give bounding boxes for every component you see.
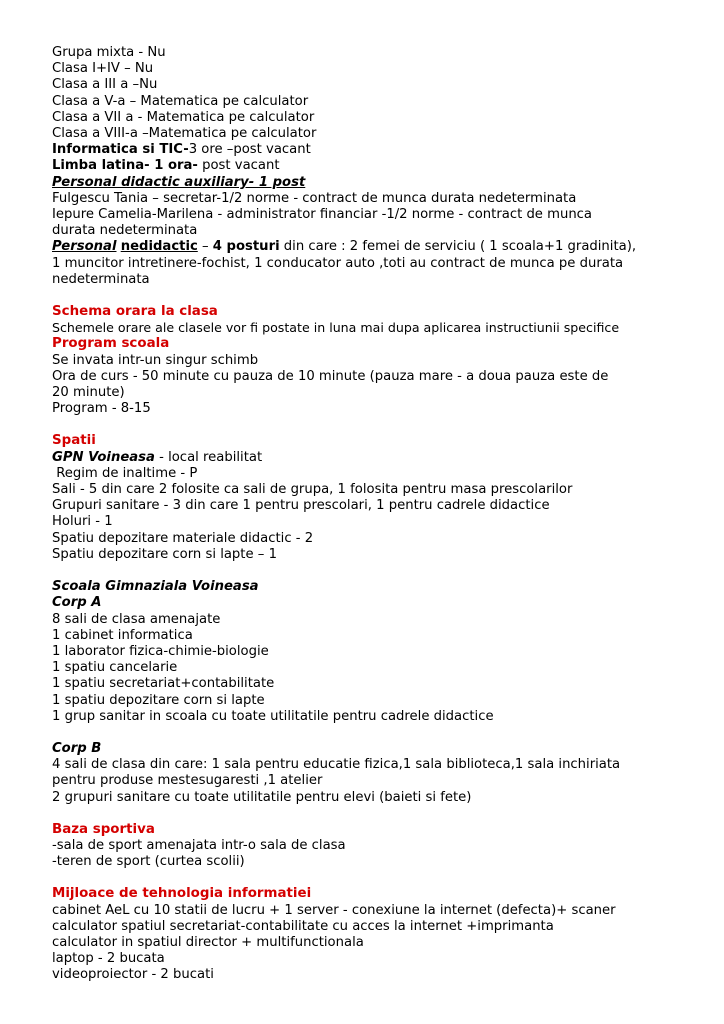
nedidactic-label-personal: Personal bbox=[52, 239, 117, 255]
text-line: calculator in spatiul director + multifunctionala bbox=[52, 934, 364, 950]
scoala-title: Scoala Gimnaziala Voineasa bbox=[52, 579, 259, 595]
text-line: calculator spatiul secretariat-contabilitate cu acces la internet +imprimanta bbox=[52, 918, 554, 934]
text-line: Ora de curs - 50 minute cu pauza de 10 minute (pauza mare - a doua pauza este de bbox=[52, 368, 609, 384]
text-line: Clasa a III a –Nu bbox=[52, 77, 158, 93]
text-line: -sala de sport amenajata intr-o sala de clasa bbox=[52, 837, 346, 853]
gpn-title: GPN Voineasa bbox=[52, 449, 155, 465]
gpn-line bbox=[52, 450, 692, 466]
personal-auxiliary-heading: Personal didactic auxiliary- 1 post bbox=[52, 174, 306, 190]
text-line: Iepure Camelia-Marilena - administrator financiar -1/2 norme - contract de munca bbox=[52, 207, 593, 223]
text-line: 4 sali de clasa din care: 1 sala pentru educatie fizica,1 sala biblioteca,1 sala inchiriata bbox=[52, 757, 621, 773]
document-page bbox=[52, 45, 692, 984]
text-line: Se invata intr-un singur schimb bbox=[52, 352, 259, 368]
text-line: Clasa a V-a – Matematica pe calculator bbox=[52, 93, 309, 109]
text-line: nedeterminata bbox=[52, 271, 150, 287]
spacer bbox=[52, 725, 692, 741]
text-line: Clasa a VIII-a –Matematica pe calculator bbox=[52, 126, 317, 142]
corp-b-title: Corp B bbox=[52, 740, 102, 756]
informatica-label: Informatica si TIC- bbox=[52, 142, 189, 158]
classes-list bbox=[52, 45, 692, 142]
text-line: Grupa mixta - Nu bbox=[52, 45, 166, 60]
nedidactic-line bbox=[52, 239, 692, 255]
text-line: videoproiector - 2 bucati bbox=[52, 967, 214, 983]
text-line: 1 spatiu cancelarie bbox=[52, 660, 178, 676]
corp-a-title: Corp A bbox=[52, 595, 102, 611]
text-line: Program - 8-15 bbox=[52, 401, 151, 417]
baza-heading: Baza sportiva bbox=[52, 821, 155, 837]
text-line: Spatiu depozitare materiale didactic - 2 bbox=[52, 530, 314, 546]
text-line: 1 muncitor intretinere-fochist, 1 conducator auto ,toti au contract de munca pe durata bbox=[52, 255, 624, 271]
text-line: cabinet AeL cu 10 statii de lucru + 1 server - conexiune la internet (defecta)+ scaner bbox=[52, 902, 616, 918]
text-line: -teren de sport (curtea scolii) bbox=[52, 854, 245, 870]
latina-label: Limba latina- 1 ora- bbox=[52, 158, 198, 174]
text-line: 8 sali de clasa amenajate bbox=[52, 611, 221, 627]
informatica-line bbox=[52, 142, 692, 158]
nedidactic-count: 4 posturi bbox=[212, 239, 280, 255]
nedidactic-label: nedidactic bbox=[120, 239, 198, 255]
nedidactic-dash: – bbox=[197, 239, 213, 255]
text-line: Regim de inaltime - P bbox=[52, 465, 198, 481]
program-heading: Program scoala bbox=[52, 336, 170, 352]
text-line: Fulgescu Tania – secretar-1/2 norme - contract de munca durata nedeterminata bbox=[52, 190, 577, 206]
text-line: Sali - 5 din care 2 folosite ca sali de grupa, 1 folosita pentru masa prescolarilor bbox=[52, 482, 573, 498]
mijloace-heading: Mijloace de tehnologia informatiei bbox=[52, 886, 312, 902]
text-line: laptop - 2 bucata bbox=[52, 951, 165, 967]
text-line: Holuri - 1 bbox=[52, 514, 113, 530]
text-line: Clasa I+IV – Nu bbox=[52, 61, 154, 77]
latina-line bbox=[52, 158, 692, 174]
text-line: 1 spatiu secretariat+contabilitate bbox=[52, 676, 275, 692]
text-line: Clasa a VII a - Matematica pe calculator bbox=[52, 109, 315, 125]
spatii-heading: Spatii bbox=[52, 433, 96, 449]
text-line: 20 minute) bbox=[52, 385, 125, 401]
schema-text: Schemele orare ale clasele vor fi postate in luna mai dupa aplicarea instructiunii specifice bbox=[52, 320, 620, 336]
text-line: 1 spatiu depozitare corn si lapte bbox=[52, 692, 265, 708]
text-line: Grupuri sanitare - 3 din care 1 pentru prescolari, 1 pentru cadrele didactice bbox=[52, 498, 550, 514]
schema-heading: Schema orara la clasa bbox=[52, 304, 218, 320]
latina-value: post vacant bbox=[197, 158, 280, 174]
gpn-suffix: - local reabilitat bbox=[154, 449, 263, 465]
informatica-value: 3 ore –post vacant bbox=[188, 142, 311, 158]
text-line: 1 laborator fizica-chimie-biologie bbox=[52, 643, 269, 659]
text-line: 2 grupuri sanitare cu toate utilitatile pentru elevi (baieti si fete) bbox=[52, 789, 472, 805]
text-line: 1 grup sanitar in scoala cu toate utilitatile pentru cadrele didactice bbox=[52, 708, 494, 724]
nedidactic-rest: din care : 2 femei de serviciu ( 1 scoala+1 gradinita), bbox=[279, 239, 637, 255]
text-line: durata nedeterminata bbox=[52, 223, 198, 239]
spacer bbox=[52, 563, 692, 579]
text-line: 1 cabinet informatica bbox=[52, 627, 193, 643]
text-line: Spatiu depozitare corn si lapte – 1 bbox=[52, 546, 277, 562]
text-line: pentru produse mestesugaresti ,1 atelier bbox=[52, 773, 323, 789]
